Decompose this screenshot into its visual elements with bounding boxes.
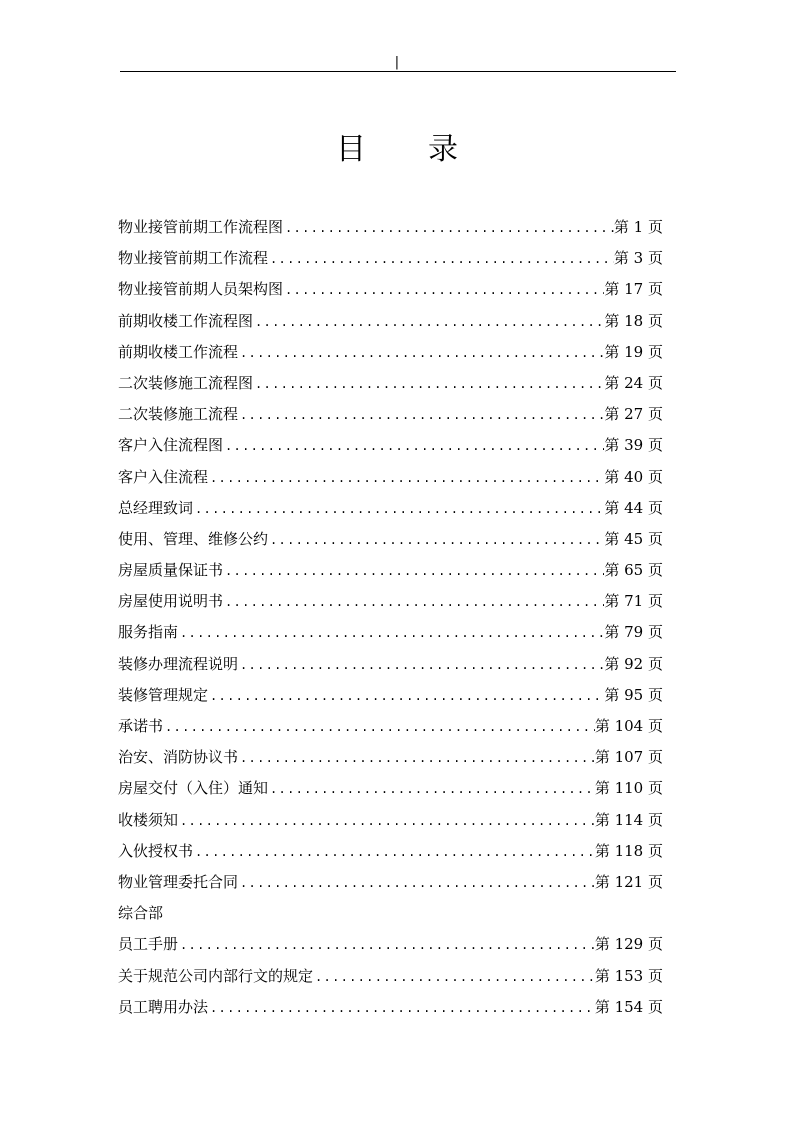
toc-entry-page: 第 65 页 xyxy=(604,561,663,580)
toc-entry-page: 第 154 页 xyxy=(594,997,663,1016)
toc-entry-title: 服务指南 xyxy=(118,623,179,642)
toc-leader-dots xyxy=(253,307,604,338)
toc-leader-dots xyxy=(238,338,604,369)
toc-entry-title: 治安、消防协议书 xyxy=(118,748,239,767)
toc-entry-page: 第 3 页 xyxy=(613,249,663,268)
toc-entry-title: 客户入住流程图 xyxy=(118,436,224,455)
toc-entry[interactable] xyxy=(118,212,663,243)
toc-entry-title: 综合部 xyxy=(118,904,164,923)
toc-entry-page: 第 71 页 xyxy=(604,592,663,611)
toc-entry[interactable] xyxy=(118,430,663,461)
toc-entry[interactable] xyxy=(118,836,663,867)
toc-entry[interactable] xyxy=(118,773,663,804)
toc-entry-title: 房屋质量保证书 xyxy=(118,561,224,580)
toc-entry-page: 第 79 页 xyxy=(604,623,663,642)
title-char-left: 目 xyxy=(336,132,366,167)
toc-entry[interactable] xyxy=(118,711,663,742)
toc-leader-dots xyxy=(268,244,614,275)
toc-leader-dots xyxy=(178,618,604,649)
toc-entry-title: 关于规范公司内部行文的规定 xyxy=(118,966,314,985)
toc-entry-page: 第 18 页 xyxy=(604,311,663,330)
toc-leader-dots xyxy=(253,369,604,400)
toc-entry[interactable] xyxy=(118,524,663,555)
toc-leader-dots xyxy=(238,400,604,431)
toc-leader-dots xyxy=(238,650,604,681)
toc-entry-title: 物业接管前期人员架构图 xyxy=(118,280,284,299)
toc-entry-page: 第 17 页 xyxy=(604,280,663,299)
toc-entry-title: 房屋交付（入住）通知 xyxy=(118,779,269,798)
toc-entry-page: 第 1 页 xyxy=(613,218,663,236)
toc-entry-title: 二次装修施工流程图 xyxy=(118,373,254,392)
toc-leader-dots xyxy=(223,431,604,462)
toc-entry[interactable] xyxy=(118,742,663,773)
toc-leader-dots xyxy=(208,681,604,712)
toc-entry[interactable] xyxy=(118,306,663,337)
toc-entry[interactable] xyxy=(118,867,663,898)
toc-leader-dots xyxy=(238,868,595,899)
toc-entry-page: 第 114 页 xyxy=(594,810,663,829)
toc-leader-dots xyxy=(163,712,595,743)
toc-entry-page: 第 107 页 xyxy=(594,748,663,767)
toc-entry[interactable] xyxy=(118,493,663,524)
toc-entry-page: 第 40 页 xyxy=(604,467,663,486)
toc-entry-title: 装修办理流程说明 xyxy=(118,654,239,673)
page-title xyxy=(0,130,794,170)
toc-entry-page: 第 19 页 xyxy=(604,342,663,361)
toc-entry[interactable] xyxy=(118,368,663,399)
toc-entry-page: 第 129 页 xyxy=(594,935,663,954)
toc-leader-dots xyxy=(268,525,604,556)
toc-leader-dots xyxy=(178,806,595,837)
toc-entry-title: 收楼须知 xyxy=(118,810,179,829)
toc-leader-dots xyxy=(193,494,604,525)
toc-entry-title: 前期收楼工作流程 xyxy=(118,342,239,361)
toc-entry-page: 第 24 页 xyxy=(604,373,663,392)
toc-entry[interactable] xyxy=(118,243,663,274)
toc-entry-page: 第 104 页 xyxy=(594,717,663,735)
toc-entry-page: 第 121 页 xyxy=(594,872,663,891)
toc-entry-title: 承诺书 xyxy=(118,717,164,735)
header-rule xyxy=(120,71,676,72)
toc-entry-page: 第 95 页 xyxy=(604,685,663,704)
toc-entry[interactable] xyxy=(118,961,663,992)
title-char-right: 录 xyxy=(428,132,458,167)
toc-entry-page: 第 44 页 xyxy=(604,498,663,517)
toc-leader-dots xyxy=(208,463,604,494)
toc-entry[interactable] xyxy=(118,274,663,305)
toc-entry-title: 客户入住流程 xyxy=(118,467,209,486)
toc-leader-dots xyxy=(268,774,595,805)
toc-leader-dots xyxy=(283,213,614,244)
toc-entry[interactable] xyxy=(118,399,663,430)
toc-entry[interactable] xyxy=(118,337,663,368)
toc-section-heading xyxy=(118,898,663,929)
toc-entry-page: 第 27 页 xyxy=(604,405,663,424)
toc-entry-title: 员工手册 xyxy=(118,935,179,954)
toc-entry-title: 房屋使用说明书 xyxy=(118,592,224,611)
table-of-contents xyxy=(118,212,663,1023)
toc-entry-page: 第 118 页 xyxy=(594,841,663,860)
toc-entry-title: 员工聘用办法 xyxy=(118,997,209,1016)
toc-entry[interactable] xyxy=(118,586,663,617)
toc-entry-title: 使用、管理、维修公约 xyxy=(118,529,269,548)
toc-entry[interactable] xyxy=(118,462,663,493)
toc-entry[interactable] xyxy=(118,929,663,960)
toc-entry-page: 第 39 页 xyxy=(604,436,663,455)
toc-entry-page: 第 45 页 xyxy=(604,529,663,548)
toc-entry[interactable] xyxy=(118,555,663,586)
toc-leader-dots xyxy=(238,743,595,774)
toc-entry[interactable] xyxy=(118,680,663,711)
toc-entry-title: 物业接管前期工作流程图 xyxy=(118,218,284,236)
toc-leader-dots xyxy=(193,837,595,868)
toc-leader-dots xyxy=(223,556,604,587)
toc-entry-title: 前期收楼工作流程图 xyxy=(118,311,254,330)
toc-entry[interactable] xyxy=(118,992,663,1023)
toc-entry-title: 物业接管前期工作流程 xyxy=(118,249,269,268)
toc-entry-title: 总经理致词 xyxy=(118,498,194,517)
toc-entry-page: 第 153 页 xyxy=(594,966,663,985)
toc-entry-title: 装修管理规定 xyxy=(118,685,209,704)
toc-entry[interactable] xyxy=(118,805,663,836)
toc-entry-title: 入伙授权书 xyxy=(118,841,194,860)
toc-entry-title: 二次装修施工流程 xyxy=(118,405,239,424)
toc-entry[interactable] xyxy=(118,617,663,648)
toc-leader-dots xyxy=(313,962,595,993)
toc-entry[interactable] xyxy=(118,649,663,680)
toc-leader-dots xyxy=(178,930,595,961)
toc-leader-dots xyxy=(208,993,595,1024)
toc-entry-title: 物业管理委托合同 xyxy=(118,872,239,891)
toc-leader-dots xyxy=(283,275,604,306)
toc-leader-dots xyxy=(223,587,604,618)
toc-entry-page: 第 92 页 xyxy=(604,654,663,673)
toc-entry-page: 第 110 页 xyxy=(594,779,663,798)
header-cursor-mark: | xyxy=(393,55,401,70)
